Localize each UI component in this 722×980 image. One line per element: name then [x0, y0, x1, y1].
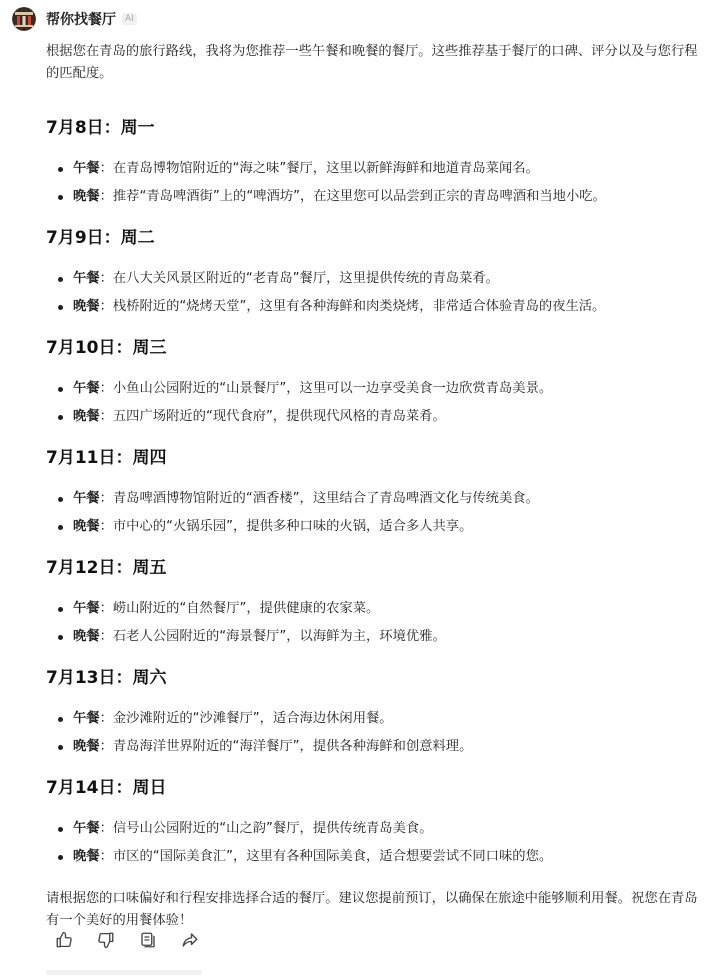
dinner-text: ：市中心的“火锅乐园”，提供多种口味的火锅，适合多人共享。 — [99, 519, 473, 534]
lunch-item — [46, 375, 702, 403]
meal-type-dinner: 晚餐 — [73, 849, 100, 864]
dinner-item — [46, 623, 702, 651]
bot-name: 帮你找餐厅 — [46, 12, 116, 28]
dinner-item — [46, 843, 702, 871]
lunch-text: ：在八大关风景区附近的“老青岛”餐厅，这里提供传统的青岛菜肴。 — [99, 271, 499, 286]
lunch-text: ：青岛啤酒博物馆附近的“酒香楼”，这里结合了青岛啤酒文化与传统美食。 — [99, 491, 539, 506]
lunch-text: ：信号山公园附近的“山之韵”餐厅，提供传统青岛美食。 — [99, 821, 433, 836]
meal-type-dinner: 晚餐 — [73, 739, 100, 754]
like-button[interactable] — [54, 930, 74, 950]
bullet-dot — [58, 167, 63, 172]
bot-avatar[interactable] — [12, 7, 36, 31]
thumbs-down-icon — [97, 931, 115, 949]
dinner-item — [46, 183, 702, 211]
bullet-dot — [58, 525, 63, 530]
bullet-dot — [58, 745, 63, 750]
bullet-dot — [58, 497, 63, 502]
dinner-text: ：推荐“青岛啤酒街”上的“啤酒坊”，在这里您可以品尝到正宗的青岛啤酒和当地小吃。 — [99, 189, 606, 204]
day-heading: 7月14日：周日 — [46, 778, 167, 798]
meal-type-lunch: 午餐 — [73, 161, 100, 176]
message-actions — [54, 930, 200, 950]
bullet-dot — [58, 305, 63, 310]
lunch-item — [46, 265, 702, 293]
bullet-dot — [58, 277, 63, 282]
meal-list — [46, 485, 702, 541]
meal-type-dinner: 晚餐 — [73, 409, 100, 424]
day-heading: 7月13日：周六 — [46, 668, 167, 688]
copy-icon — [139, 931, 157, 949]
bullet-dot — [58, 415, 63, 420]
outro-text: 请根据您的口味偏好和行程安排选择合适的餐厅。建议您提前预订，以确保在旅途中能够顺利用餐。祝您在青岛有一个美好的用餐体验！ — [46, 891, 698, 928]
lunch-item — [46, 485, 702, 513]
day-heading: 7月8日：周一 — [46, 118, 155, 138]
meal-type-dinner: 晚餐 — [73, 629, 100, 644]
lunch-text: ：小鱼山公园附近的“山景餐厅”，这里可以一边享受美食一边欣赏青岛美景。 — [99, 381, 553, 396]
bullet-dot — [58, 195, 63, 200]
dinner-text: ：五四广场附近的“现代食府”，提供现代风格的青岛菜肴。 — [99, 409, 446, 424]
lunch-item — [46, 155, 702, 183]
meal-list — [46, 595, 702, 651]
message-content — [46, 41, 702, 932]
bullet-dot — [58, 387, 63, 392]
dinner-text: ：石老人公园附近的“海景餐厅”，以海鲜为主，环境优雅。 — [99, 629, 446, 644]
bullet-dot — [58, 855, 63, 860]
share-icon — [181, 931, 199, 949]
meal-type-lunch: 午餐 — [73, 711, 100, 726]
share-button[interactable] — [180, 930, 200, 950]
meal-type-dinner: 晚餐 — [73, 519, 100, 534]
chat-header — [12, 6, 137, 32]
meal-list — [46, 705, 702, 761]
thumbs-up-icon — [55, 931, 73, 949]
meal-type-lunch: 午餐 — [73, 491, 100, 506]
dinner-text: ：市区的“国际美食汇”，这里有各种国际美食，适合想要尝试不同口味的您。 — [99, 849, 553, 864]
intro-text: 根据您在青岛的旅行路线，我将为您推荐一些午餐和晚餐的餐厅。这些推荐基于餐厅的口碑、评分以及与您行程的匹配度。 — [46, 44, 698, 81]
bullet-dot — [58, 607, 63, 612]
meal-type-lunch: 午餐 — [73, 271, 100, 286]
lunch-text: ：金沙滩附近的“沙滩餐厅”，适合海边休闲用餐。 — [99, 711, 393, 726]
day-heading: 7月12日：周五 — [46, 558, 167, 578]
bottom-divider — [46, 970, 202, 975]
meal-type-lunch: 午餐 — [73, 601, 100, 616]
dislike-button[interactable] — [96, 930, 116, 950]
lunch-item — [46, 705, 702, 733]
dinner-text: ：青岛海洋世界附近的“海洋餐厅”，提供各种海鲜和创意料理。 — [99, 739, 473, 754]
bullet-dot — [58, 827, 63, 832]
lunch-text: ：崂山附近的“自然餐厅”，提供健康的农家菜。 — [99, 601, 380, 616]
lunch-item — [46, 595, 702, 623]
lunch-text: ：在青岛博物馆附近的“海之味”餐厅，这里以新鲜海鲜和地道青岛菜闻名。 — [99, 161, 539, 176]
day-heading: 7月10日：周三 — [46, 338, 167, 358]
meal-type-dinner: 晚餐 — [73, 299, 100, 314]
dinner-item — [46, 403, 702, 431]
dinner-item — [46, 293, 702, 321]
meal-type-dinner: 晚餐 — [73, 189, 100, 204]
ai-badge: AI — [122, 13, 137, 25]
dinner-text: ：栈桥附近的“烧烤天堂”，这里有各种海鲜和肉类烧烤，非常适合体验青岛的夜生活。 — [99, 299, 606, 314]
dinner-item — [46, 513, 702, 541]
dinner-item — [46, 733, 702, 761]
meal-list — [46, 265, 702, 321]
bullet-dot — [58, 717, 63, 722]
meal-list — [46, 375, 702, 431]
lunch-item — [46, 815, 702, 843]
day-heading: 7月9日：周二 — [46, 228, 155, 248]
meal-type-lunch: 午餐 — [73, 821, 100, 836]
day-heading: 7月11日：周四 — [46, 448, 167, 468]
meal-list — [46, 815, 702, 871]
bullet-dot — [58, 635, 63, 640]
copy-button[interactable] — [138, 930, 158, 950]
meal-type-lunch: 午餐 — [73, 381, 100, 396]
meal-list — [46, 155, 702, 211]
